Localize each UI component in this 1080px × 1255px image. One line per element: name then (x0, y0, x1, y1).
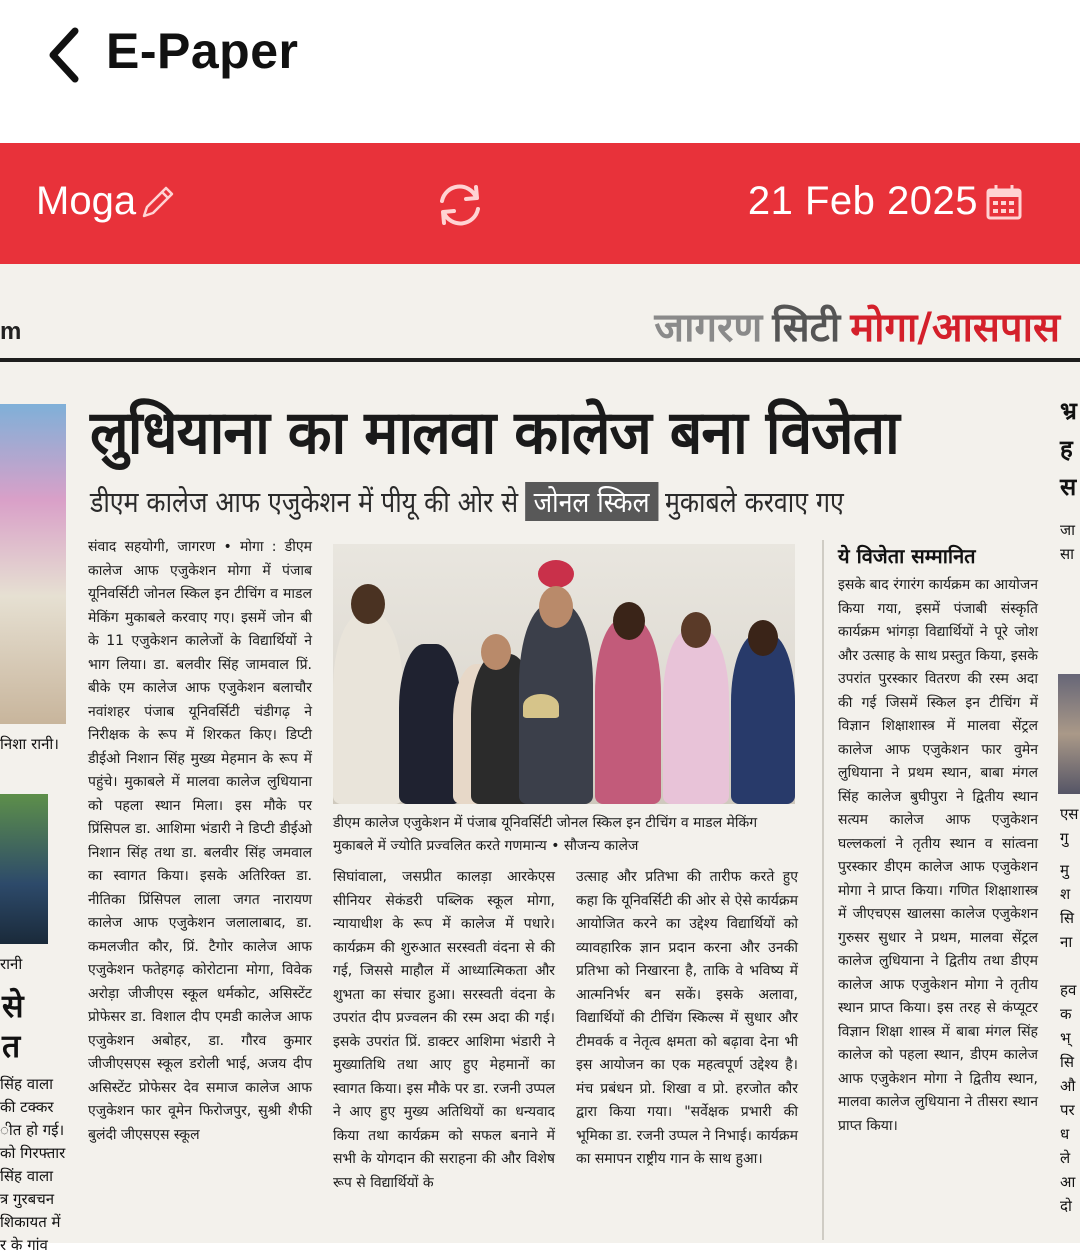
left-headline-1: से (2, 987, 24, 1025)
right-fragment: मु (1060, 861, 1069, 879)
photo-head (613, 602, 645, 640)
article-subheadline (90, 482, 844, 521)
right-photo (1058, 674, 1080, 794)
article-column-3: उत्साह और प्रतिभा की तारीफ करते हुए कहा कि यूनिवर्सिटी की ओर से ऐसे कार्यक्रम आयोजित करने का उद्देश्य विद्यार्थियों को व्यावहारिक ज्ञान प्रदान करना और उनकी प्रतिभा को निखारना है, ताकि वे भविष्य में आत्मनिर्भर बन सकें। इसके अलावा, विद्यार्थियों की टीचिंग स्किल्स में सुधार और टीमवर्क व नेतृत्व क्षमता को बढ़ावा देना भी इस आयोजन का एक महत्वपूर्ण उद्देश्य है। मंच प्रबंधन प्रो. शिखा व प्रो. हरजोत कौर द्वारा किया गया। "सर्वेक्षक प्रभारी की भूमिका डा. रजनी उप्पल ने निभाई। कार्यक्रम का समापन राष्ट्रीय गान के साथ हुआ। (576, 869, 798, 1167)
right-fragment: ध (1060, 1125, 1070, 1143)
article-photo (333, 544, 795, 804)
page-title: E-Paper (106, 23, 299, 79)
right-fragment: सि (1060, 909, 1075, 927)
left-line: शिकायत में (0, 1213, 61, 1231)
article-column-1: संवाद सहयोगी, जागरण • मोगा : डीएम कालेज आफ एजुकेशन मोगा में पंजाब यूनिवर्सिटी जोनल स्किल इन टीचिंग व माडल मेकिंग मुकाबले करवाए गए। इसमें जोन बी के 11 एजुकेशन कालेजों के विद्यार्थियों ने भाग लिया। डा. बलवीर सिंह जामवाल प्रिं. बीके एम कालेज आफ एजुकेशन बलाचौर नवांशहर पंजाब यूनिवर्सिटी चंडीगढ़ ने निरीक्षक के रूप में शिरकत किए। डिप्टी डीईओ निशान सिंह मुख्य मेहमान के रूप में पहुंचे। मुकाबले में मालवा कालेज लुधियाना को पहला स्थान मिला। इस मौके पर प्रिंसिपल डा. आशिमा भंडारी ने डिप्टी डीईओ निशान सिंह तथा डा. बलवीर सिंह जमवाल का स्वागत किया। इसके अतिरिक्त डा. नीतिका प्रिंसिपल लाला जगत नारायण कालेज आफ एजुकेशन जलालाबाद, डा. कमलजीत कौर, प्रिं. टैगोर कालेज आफ एजुकेशन फतेहगढ़ कोरोटाना मोगा, विवेक अरोड़ा जीजीएस स्कूल धर्मकोट, असिस्टेंट प्रोफेसर डा. विशाल दीप एमडी कालेज आफ एजुकेशन अबोहर, डा. गौरव कुमार जीजीएसएस स्कूल डरोली भाई, अजय दीप असिस्टेंट प्रोफेसर देव समाज कालेज आफ एजुकेशन फार वूमेन फिरोजपुर, सुश्री शैफी बुलंदी जीएसएस स्कूल (88, 539, 312, 1143)
right-fragment: ना (1060, 933, 1073, 951)
section-title (654, 302, 1060, 354)
column-rule (822, 540, 824, 1240)
photo-caption: डीएम कालेज एजुकेशन में पंजाब यूनिवर्सिटी जोनल स्किल इन टीचिंग व माडल मेकिंग मुकाबले में ज्योति प्रज्वलित करते गणमान्य • सौजन्य कालेज (333, 815, 758, 854)
left-headline-2: त (2, 1027, 21, 1065)
left-line: को गिरफ्तार (0, 1144, 66, 1162)
photo-person (731, 634, 795, 804)
photo-head (351, 584, 385, 624)
masthead-left-fragment: m (0, 318, 22, 345)
masthead (0, 302, 1080, 354)
date-selector[interactable] (748, 179, 1022, 224)
left-line: र के गांव (0, 1236, 48, 1254)
left-photo-1 (0, 404, 66, 724)
photo-turban (538, 560, 574, 588)
subhead-after: मुकाबले करवाए गए (664, 485, 844, 519)
right-fragment: हव (1060, 981, 1077, 999)
right-fragment: भ्र (1060, 397, 1077, 425)
city-selector[interactable] (36, 179, 176, 224)
left-line: सिंह वाला (0, 1167, 54, 1185)
right-fragment: स (1060, 473, 1077, 501)
photo-head (539, 586, 573, 628)
left-caption-1: निशा रानी। (0, 735, 59, 753)
right-fragment: ह (1060, 435, 1073, 463)
right-fragment: जा (1060, 521, 1076, 539)
right-fragment: भ् (1060, 1029, 1071, 1047)
article-column-2: सिघांवाला, जसप्रीत कालड़ा आरकेएस सीनियर सेकंडरी पब्लिक स्कूल मोगा, न्यायाधीश के रूप में कालेज में पधारे। कार्यक्रम की शुरुआत सरस्वती वंदना से की गई, जिससे माहौल में आध्यात्मिकता और शुभता का संचार हुआ। सरस्वती वंदना के उपरांत दीप प्रज्वलन की रस्म अदा की गई। इसके उपरांत प्रिं. डाक्टर आशिमा भंडारी ने मुख्यातिथि तथा आए हुए मेहमानों का स्वागत किया। इस मौके पर डा. रजनी उप्पल ने आए हुए मुख्य अतिथियों का धन्यवाद किया तथा कार्यक्रम को सफल बनाने में सभी के योगदान की सराहना की और विशेष रूप से विद्यार्थियों के (333, 869, 555, 1191)
epaper-page[interactable] (0, 264, 1080, 1254)
right-fragment: गु (1060, 829, 1069, 847)
right-fragment: श (1060, 885, 1071, 903)
left-line: की टक्कर (0, 1098, 54, 1116)
masthead-city: सिटी (772, 305, 841, 351)
back-chevron-icon (45, 25, 85, 85)
right-fragment: एस (1060, 805, 1079, 823)
right-fragment: सि (1060, 1053, 1075, 1071)
photo-person (595, 619, 661, 804)
masthead-moga: मोगा/आसपास (850, 305, 1060, 351)
photo-head (481, 634, 511, 670)
right-fragment: ले (1060, 1149, 1071, 1167)
right-fragment: औ (1060, 1077, 1076, 1095)
left-photo-2 (0, 794, 48, 944)
pencil-icon (140, 184, 176, 220)
filter-bar (0, 143, 1080, 264)
date-text: 21 Feb 2025 (747, 179, 978, 223)
left-line: सिंह वाला (0, 1075, 54, 1093)
app-header (0, 0, 1080, 143)
subhead-before: डीएम कालेज आफ एजुकेशन में पीयू की ओर से (90, 485, 519, 519)
refresh-button[interactable] (432, 177, 488, 233)
right-fragment: पर (1060, 1101, 1075, 1119)
left-caption-2: रानी (0, 955, 23, 973)
right-neighbour-article (1056, 374, 1080, 1244)
back-button[interactable] (30, 20, 100, 90)
winners-box-title: ये विजेता सम्मानित (838, 544, 976, 568)
photo-person (333, 614, 403, 804)
photo-person (663, 629, 729, 804)
right-fragment: आ (1060, 1173, 1076, 1191)
right-fragment: सा (1060, 545, 1075, 563)
subhead-highlight: जोनल स्किल (525, 482, 658, 521)
article-headline: लुधियाना का मालवा कालेज बना विजेता (90, 398, 899, 468)
photo-lamp (523, 694, 559, 718)
winners-column: इसके बाद रंगारंग कार्यक्रम का आयोजन किया गया, इसमें पंजाबी संस्कृति कार्यक्रम भांगड़ा विद्यार्थियों ने पूरे जोश और उत्साह के साथ प्रस्तुत किया, इसके उपरांत पुरस्कार वितरण की रस्म अदा की गई जिसमें स्किल इन टीचिंग में विज्ञान शिक्षाशास्त्र में मालवा सेंट्रल कालेज आफ एजुकेशन फार वुमेन लुधियाना ने प्रथम स्थान, बाबा मंगल सिंह कालेज बुघीपुरा ने द्वितीय स्थान सत्यम कालेज आफ एजुकेशन घल्लकलां ने तृतीय स्थान व सांत्वना पुरस्कार डीएम कालेज आफ एजुकेशन मोगा ने प्राप्त किया। गणित शिक्षाशास्त्र में जीएचएस खालसा कालेज एजुकेशन गुरुसर सुधार ने प्रथम, मालवा सेंट्रल कालेज लुधियाना ने द्वितीय तथा डीएम कालेज आफ एजुकेशन मोगा ने तृतीय स्थान प्राप्त किया। इस तरह से कंप्यूटर विज्ञान शिक्षा शास्त्र में बाबा मंगल सिंह कालेज को पहला स्थान, डीएम कालेज आफ एजुकेशन मोगा ने द्वितीय स्थान, मालवा कालेज लुधियाना ने तीसरा स्थान प्राप्त किया। (838, 577, 1038, 1134)
photo-person (399, 644, 461, 804)
right-fragment: दो (1060, 1197, 1072, 1215)
photo-head (748, 620, 778, 656)
masthead-jagran: जागरण (654, 305, 763, 351)
photo-head (681, 612, 711, 648)
left-neighbour-article (0, 374, 72, 1254)
city-name: Moga (36, 179, 137, 223)
refresh-icon (432, 177, 488, 233)
left-line: त्र गुरबचन (0, 1190, 55, 1208)
right-fragment: क (1060, 1005, 1072, 1023)
masthead-rule (0, 358, 1080, 362)
calendar-icon (986, 184, 1022, 220)
left-line: ीत हो गई। (0, 1121, 65, 1139)
